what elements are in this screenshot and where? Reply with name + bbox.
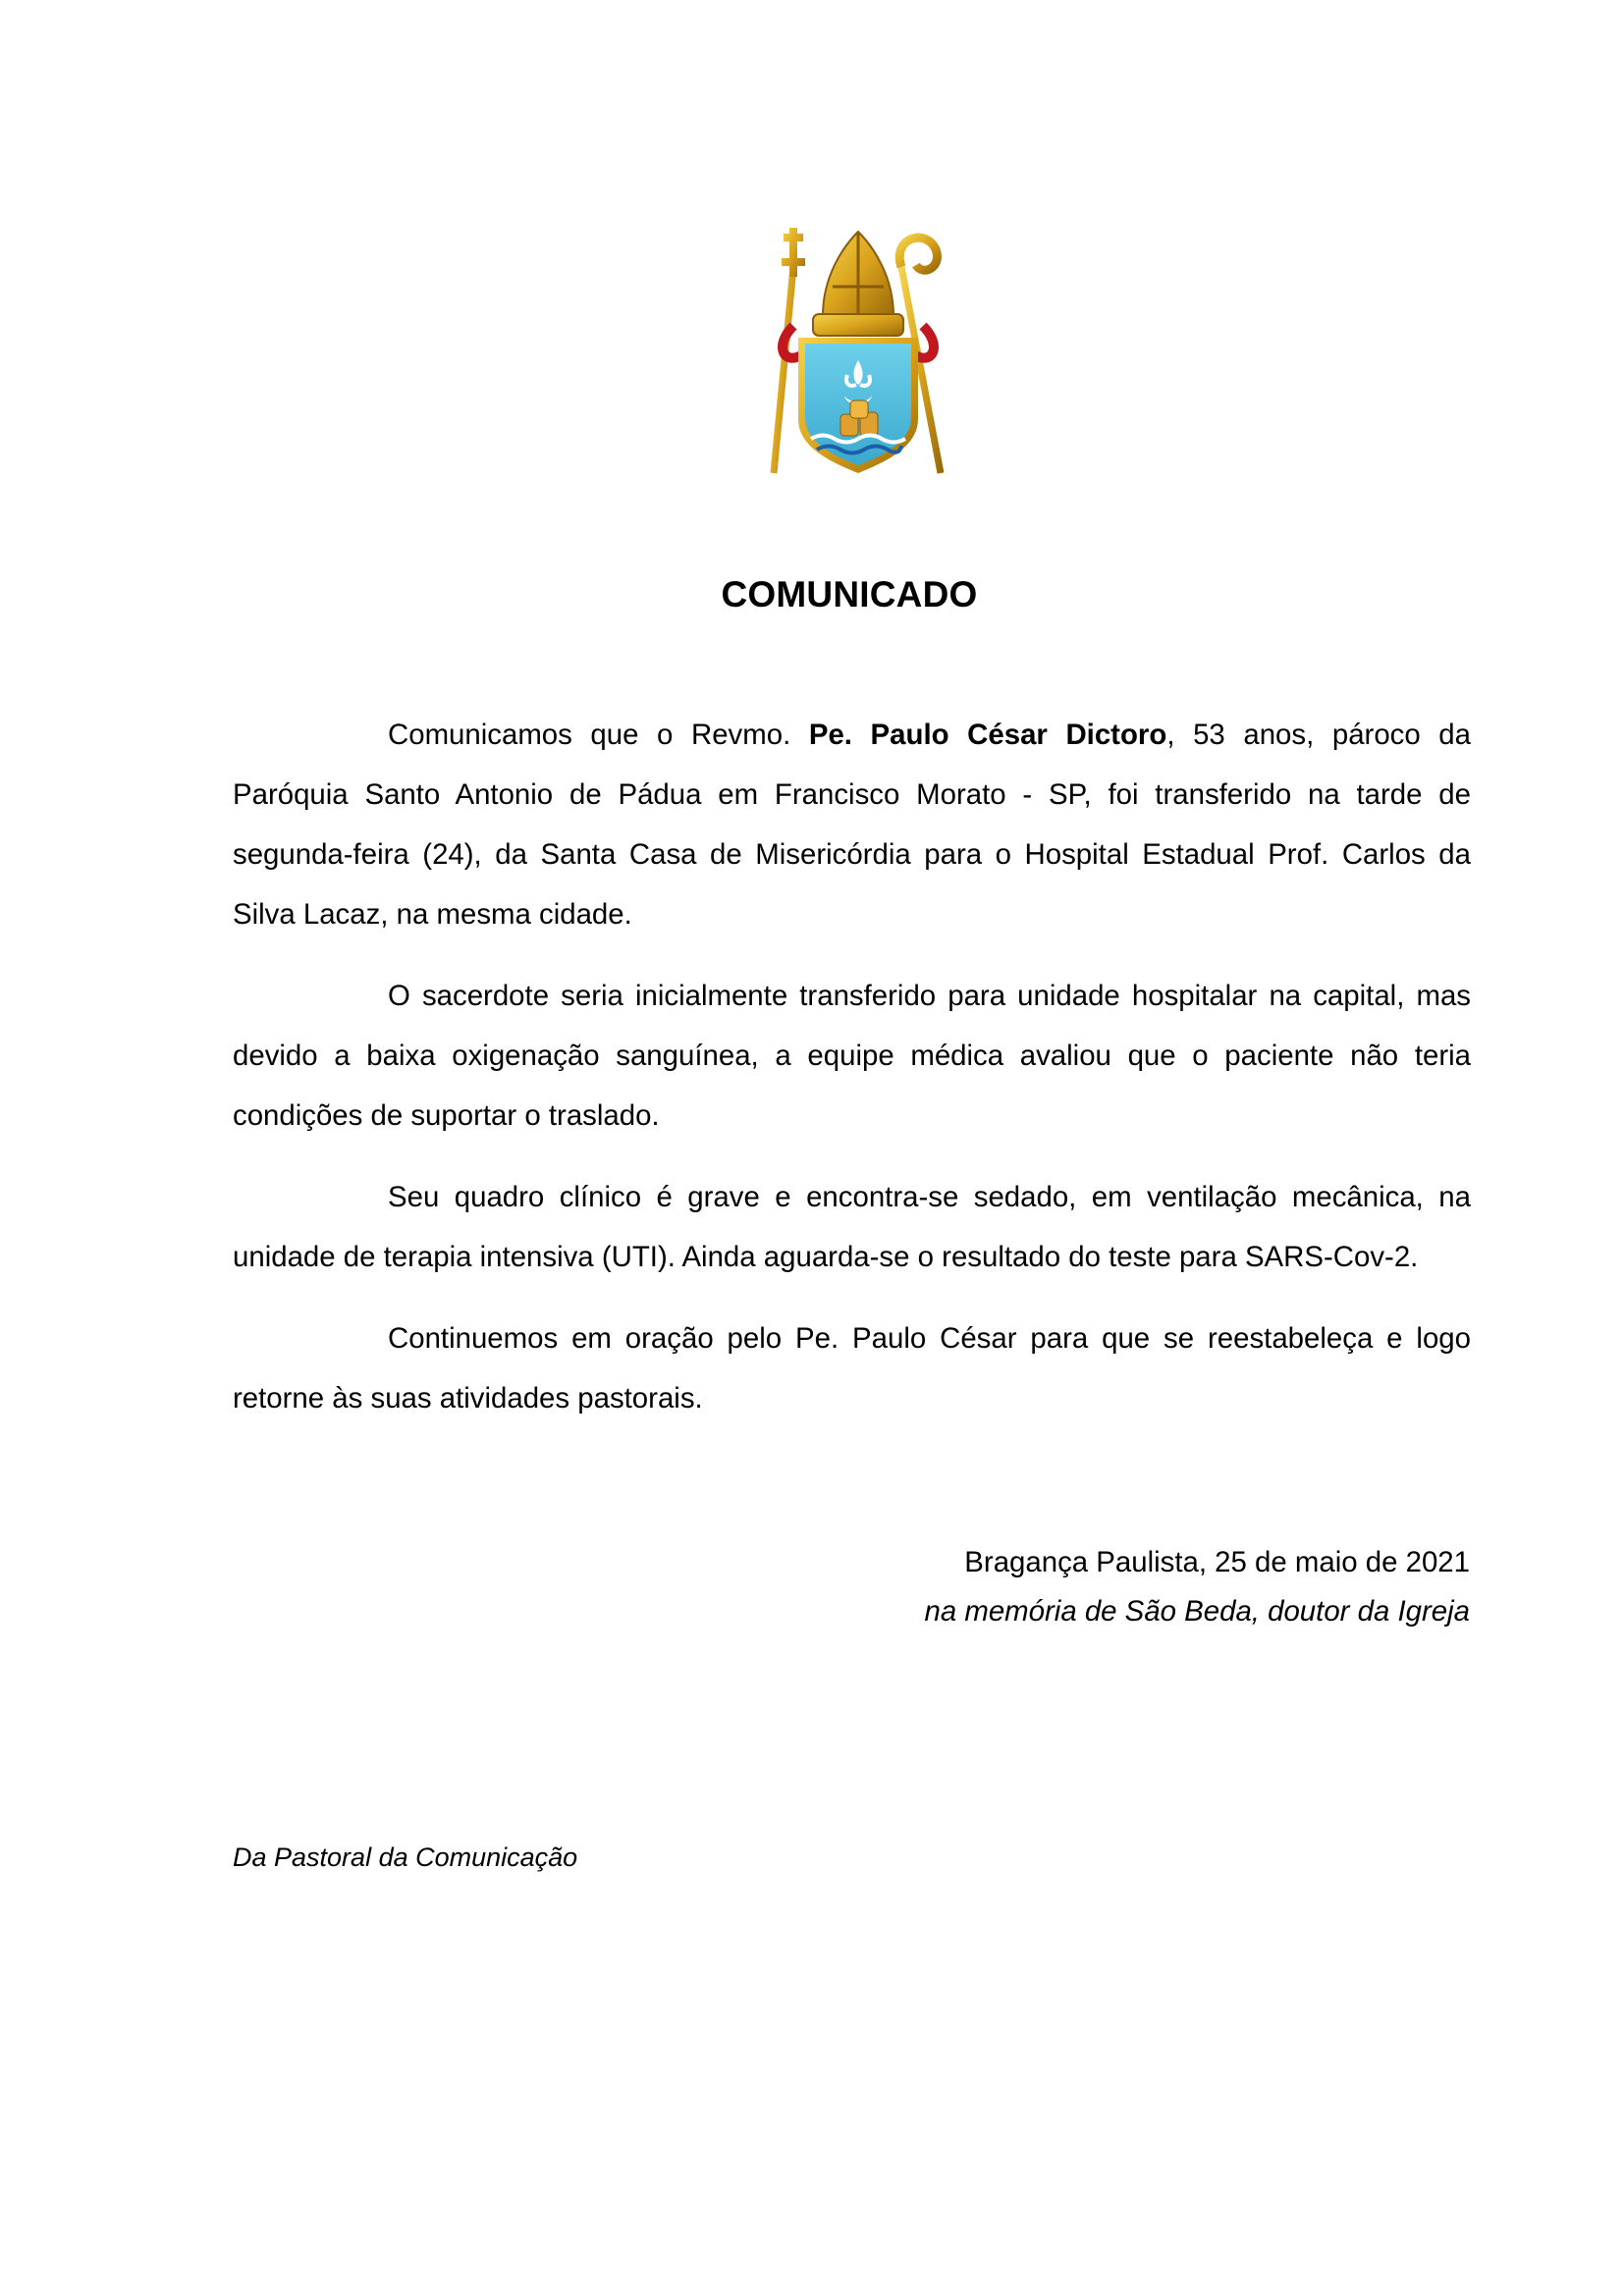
paragraph-2: O sacerdote seria inicialmente transferido para unidade hospitalar na capital, mas devido a baixa oxigenação sanguínea, a equipe médica avaliou que o paciente não teria condições de suportar o traslado.: [233, 980, 1471, 1132]
signature-block: [924, 1538, 1470, 1636]
paragraph-1-rest: , 53 anos, pároco da Paróquia Santo Antonio de Pádua em Francisco Morato - SP, foi transferido na tarde de segunda-feira (24), da Santa Casa de Misericórdia para o Hospital Estadual Prof. Carlos da Silva Lacaz, na mesma cidade.: [233, 719, 1471, 931]
place-date: Bragança Paulista, 25 de maio de 2021: [964, 1546, 1470, 1578]
coat-of-arms-icon: [754, 228, 962, 481]
document-body: [233, 705, 1471, 1450]
footer-origin: Da Pastoral da Comunicação: [233, 1842, 578, 1872]
paragraph-3: Seu quadro clínico é grave e encontra-se sedado, em ventilação mecânica, na unidade de terapia intensiva (UTI). Ainda aguarda-se o resultado do teste para SARS-Cov-2.: [233, 1181, 1471, 1273]
priest-name: Pe. Paulo César Dictoro: [808, 719, 1167, 751]
paragraph-1: [233, 705, 1471, 944]
paragraph-1-intro: Comunicamos que o Revmo.: [388, 719, 809, 751]
paragraph-4: Continuemos em oração pelo Pe. Paulo César para que se reestabeleça e logo retorne às suas atividades pastorais.: [233, 1322, 1471, 1415]
page-title: COMUNICADO: [721, 574, 978, 614]
memorial-line: na memória de São Beda, doutor da Igreja: [924, 1595, 1470, 1628]
